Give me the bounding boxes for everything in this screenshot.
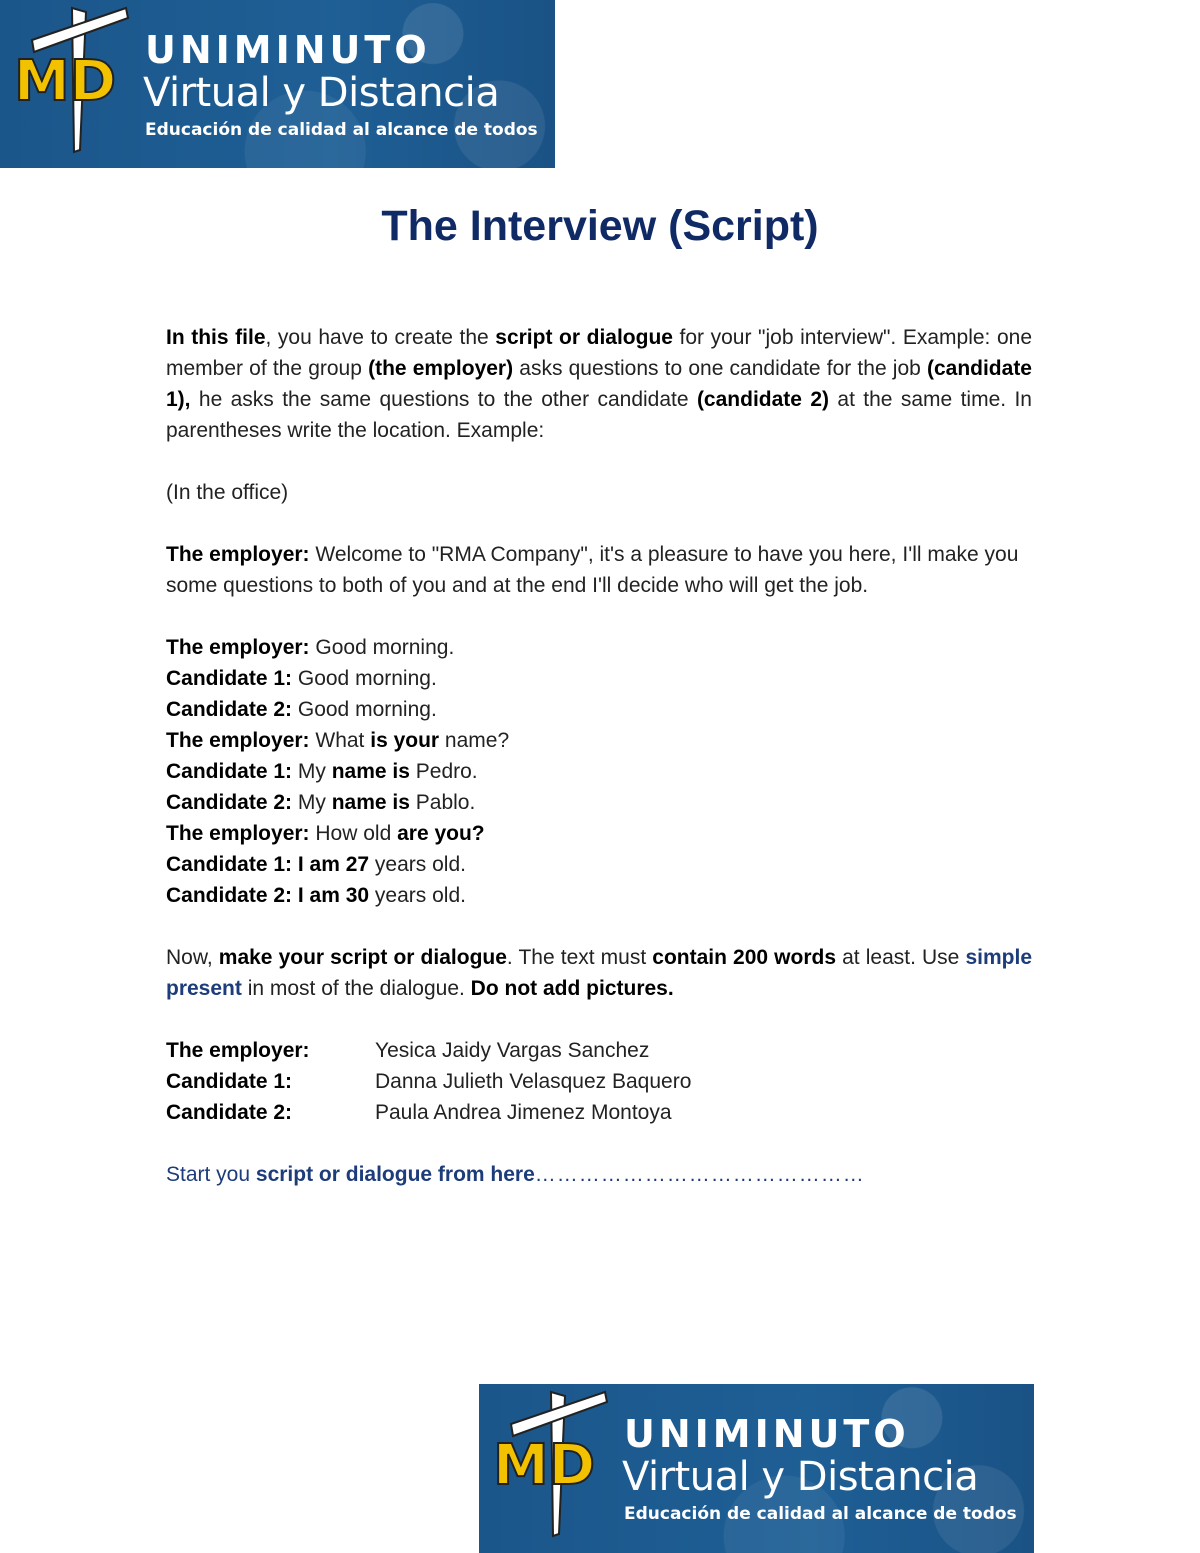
dialogue-text: years old.	[369, 853, 466, 876]
intro-bold-3: script or dialogue	[495, 326, 673, 349]
instr-bold-4: contain 200 words	[652, 946, 837, 969]
dialogue-text: What	[309, 729, 371, 752]
dialogue-text: years old.	[369, 884, 466, 907]
speaker-label: Candidate 2:	[166, 791, 293, 814]
role-row	[166, 1035, 1032, 1066]
intro-paragraph	[166, 322, 1032, 446]
roles-list	[166, 1035, 1032, 1128]
role-person: Paula Andrea Jimenez Montoya	[375, 1101, 672, 1124]
dialogue-text: Good morning.	[292, 698, 437, 721]
footer-logo-banner	[479, 1384, 1034, 1553]
uniminuto-md-cross-icon	[487, 1384, 617, 1552]
instr-text-1: Now,	[166, 946, 219, 969]
dialogue-text: name?	[439, 729, 510, 752]
speaker-label: The employer:	[166, 543, 310, 566]
dialogue-text: Welcome to "RMA Company", it's a pleasure to have you here, I'll make you some questions to both of you and at the end I'll decide who will get the job.	[166, 543, 1019, 597]
header-logo-banner	[0, 0, 555, 168]
instr-bold-2: make your script or dialogue	[218, 946, 507, 969]
dialogue-text: How old	[309, 822, 398, 845]
intro-text-8: he asks the same questions to the other candidate	[190, 388, 697, 411]
role-person: Danna Julieth Velasquez Baquero	[375, 1070, 692, 1093]
uniminuto-md-cross-icon	[8, 0, 138, 168]
dialogue-bold: are you?	[397, 822, 485, 845]
instr-text-5: at least. Use	[836, 946, 966, 969]
dialogue-bold: I am 27	[292, 853, 370, 876]
speaker-label: The employer:	[166, 729, 310, 752]
dialogue-text: Pedro.	[409, 760, 478, 783]
start-dots: ………………………………………	[534, 1163, 865, 1186]
intro-text-2: , you have to create the	[265, 326, 496, 349]
speaker-label: Candidate 2:	[166, 884, 293, 907]
dialogue-line	[166, 849, 1032, 880]
dialogue-bold: is your	[370, 729, 440, 752]
dialogue-text: Good morning.	[309, 636, 455, 659]
instr-bold-8: Do not add pictures.	[470, 977, 674, 1000]
dialogue-line	[166, 818, 1032, 849]
dialogue-text: Good morning.	[292, 667, 437, 690]
dialogue-line	[166, 880, 1032, 911]
dialogue-bold: name is	[331, 760, 410, 783]
dialogue-line	[166, 663, 1032, 694]
brand-slogan: Educación de calidad al alcance de todos	[624, 1504, 1017, 1524]
start-text: Start you	[166, 1163, 256, 1186]
intro-text-10: at the same time. In parentheses write the location. Example:	[166, 388, 1032, 442]
md-mark-text: MD	[14, 49, 117, 114]
dialogue-line	[166, 756, 1032, 787]
intro-bold-7: (candidate 1),	[166, 357, 1032, 411]
brand-name: UNIMINUTO	[145, 28, 431, 72]
role-row	[166, 1066, 1032, 1097]
instr-text-7: in most of the dialogue.	[241, 977, 471, 1000]
intro-text-4: for your "job interview". Example: one member of the group	[166, 326, 1032, 380]
intro-bold-1: In this file	[166, 326, 266, 349]
role-label: Candidate 2:	[166, 1101, 293, 1124]
dialogue-line	[166, 787, 1032, 818]
role-label: The employer:	[166, 1039, 310, 1062]
speaker-label: The employer:	[166, 636, 310, 659]
dialogue-line	[166, 725, 1032, 756]
intro-bold-9: (candidate 2)	[696, 388, 830, 411]
dialogue-text: My	[292, 791, 332, 814]
document-body	[166, 322, 1032, 1190]
start-line	[166, 1159, 1032, 1190]
welcome-line	[166, 539, 1032, 601]
brand-name: UNIMINUTO	[624, 1412, 910, 1456]
intro-text-6: asks questions to one candidate for the job	[513, 357, 927, 380]
instr-highlight-6: simple present	[166, 946, 1032, 1000]
location-note: (In the office)	[166, 481, 289, 504]
speaker-label: The employer:	[166, 822, 310, 845]
instructions-paragraph	[166, 942, 1032, 1004]
dialogue-text: My	[292, 760, 332, 783]
start-bold: script or dialogue from here	[255, 1163, 535, 1186]
dialogue-bold: name is	[331, 791, 410, 814]
dialogue-line	[166, 632, 1032, 663]
brand-slogan: Educación de calidad al alcance de todos	[145, 120, 538, 140]
speaker-label: Candidate 1:	[166, 853, 293, 876]
instr-text-3: . The text must	[506, 946, 653, 969]
role-person: Yesica Jaidy Vargas Sanchez	[375, 1039, 650, 1062]
speaker-label: Candidate 1:	[166, 667, 293, 690]
role-label: Candidate 1:	[166, 1070, 293, 1093]
dialogue-bold: I am 30	[292, 884, 370, 907]
role-row	[166, 1097, 1032, 1128]
brand-subtitle: Virtual y Distancia	[143, 70, 500, 116]
dialogue-text: Pablo.	[409, 791, 476, 814]
dialogue-line	[166, 694, 1032, 725]
speaker-label: Candidate 1:	[166, 760, 293, 783]
speaker-label: Candidate 2:	[166, 698, 293, 721]
md-mark-text: MD	[493, 1433, 596, 1498]
intro-bold-5: (the employer)	[368, 357, 514, 380]
sample-dialogue	[166, 632, 1032, 911]
page-title: The Interview (Script)	[381, 202, 819, 250]
brand-subtitle: Virtual y Distancia	[622, 1454, 979, 1500]
